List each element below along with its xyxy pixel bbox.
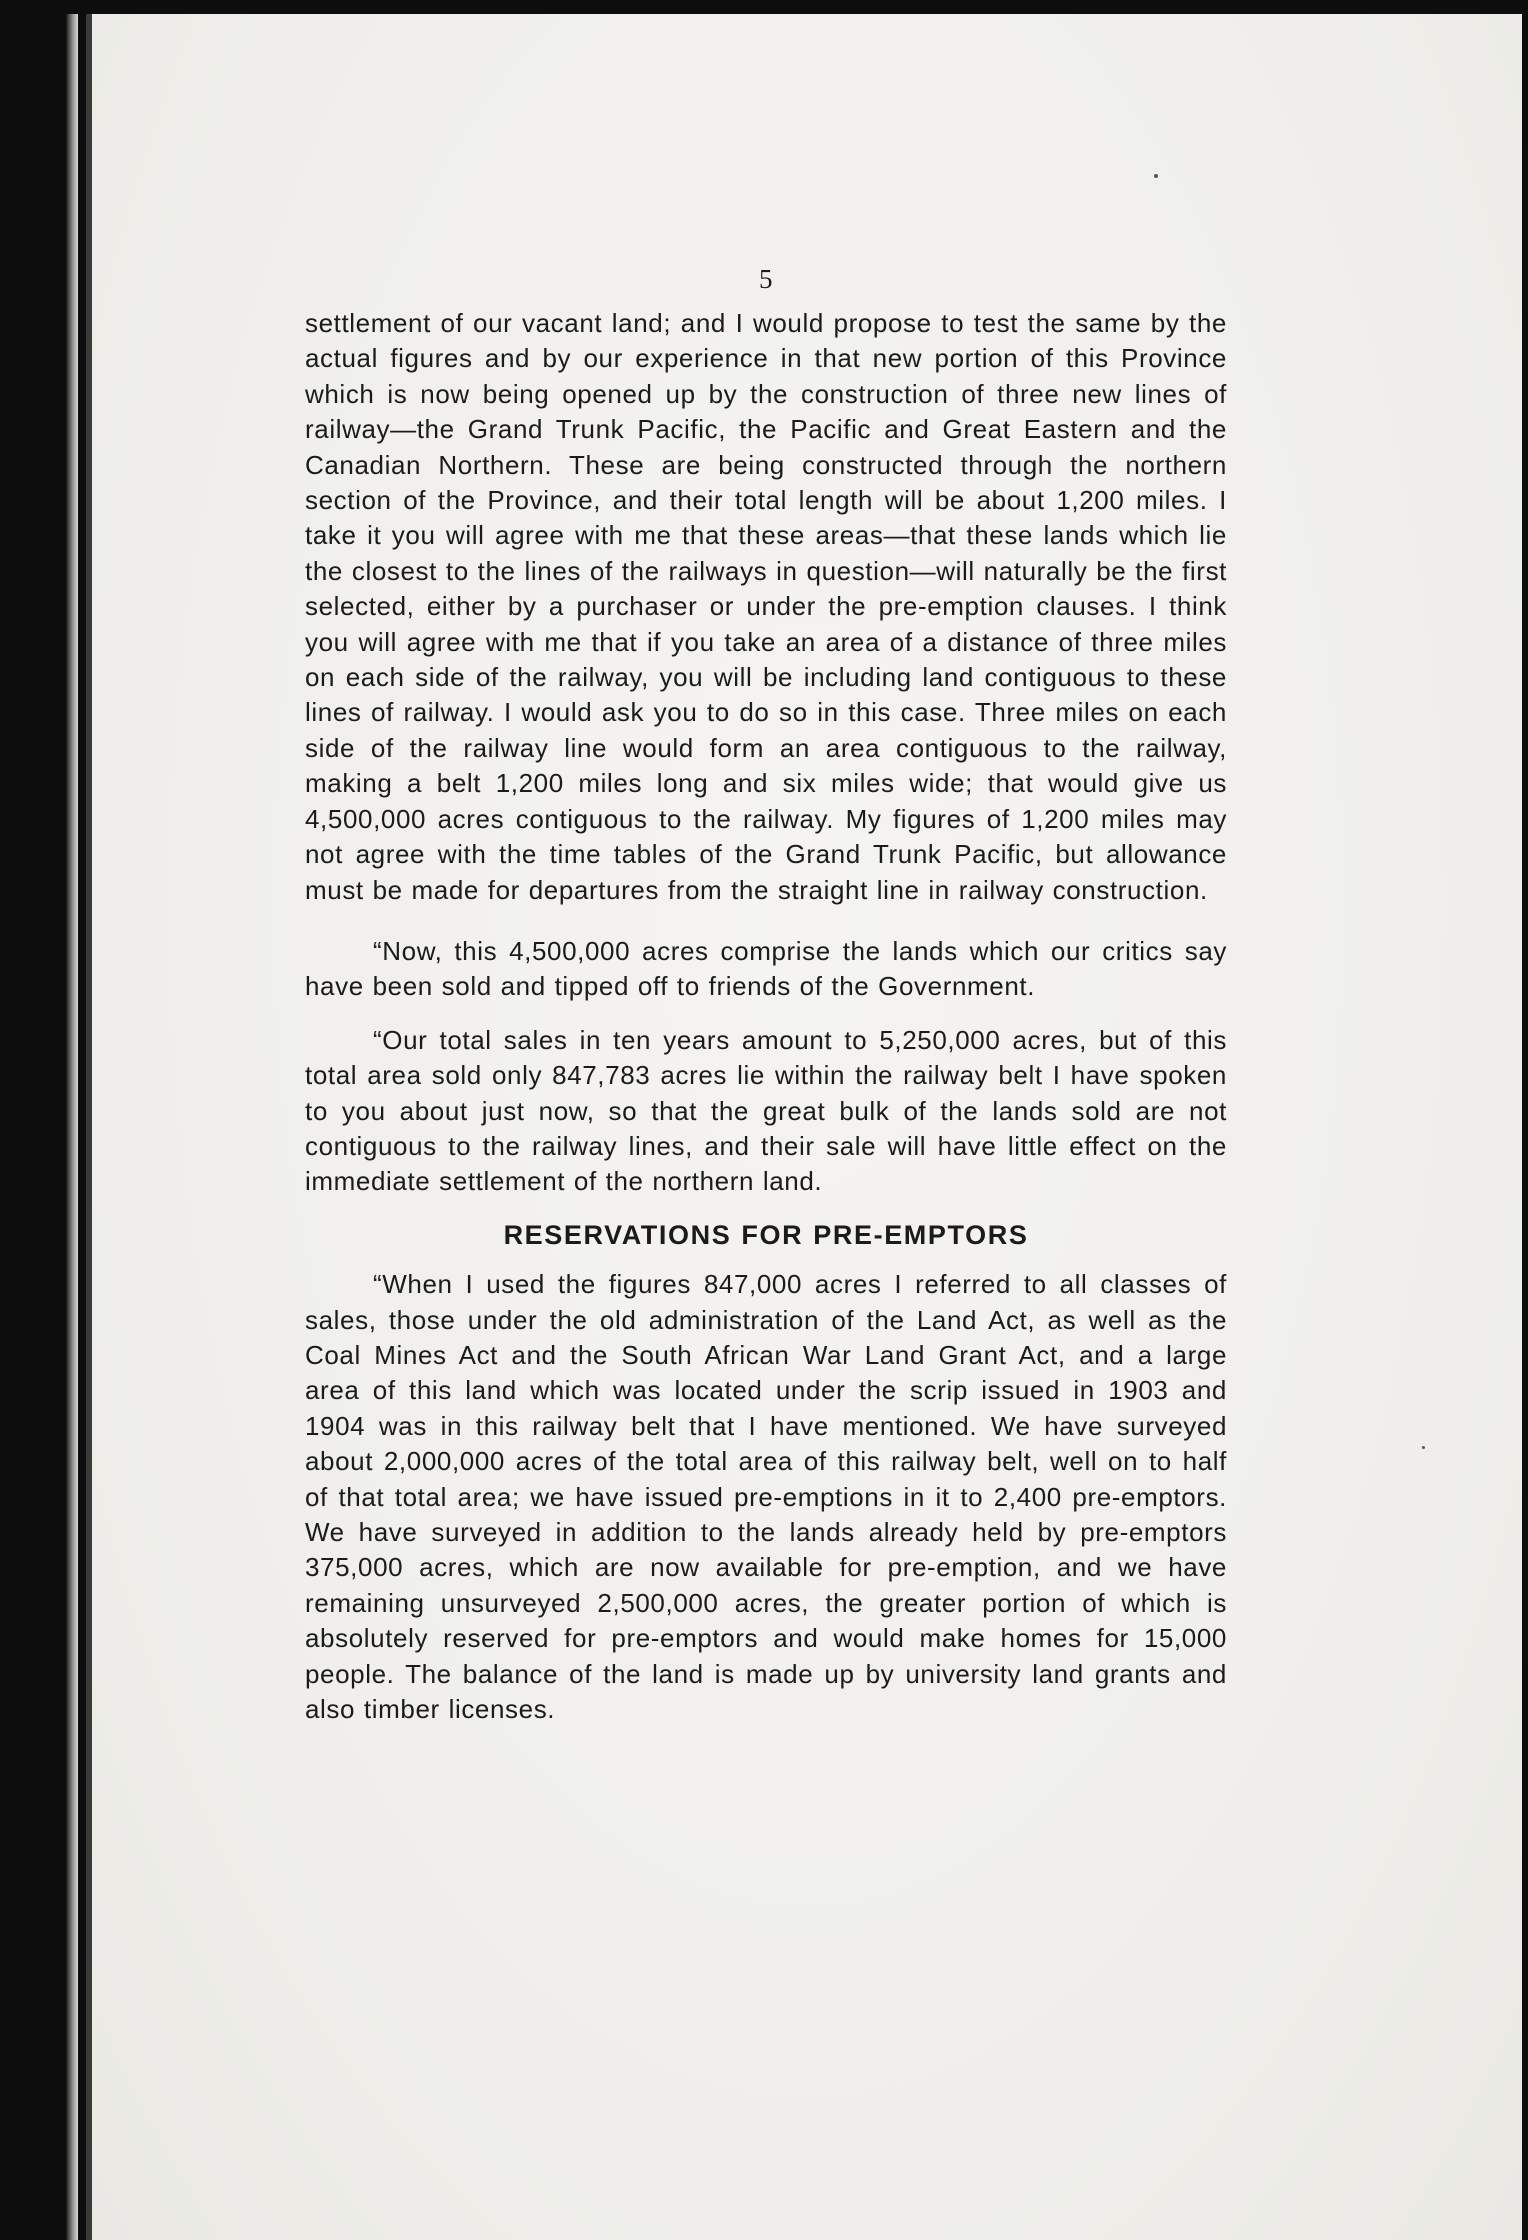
page-number: 5 [758, 264, 774, 294]
page-content [305, 262, 1227, 1745]
dust-speck [1422, 1446, 1425, 1449]
dust-speck [1154, 174, 1158, 178]
page-binding-edge [66, 14, 78, 2240]
body-paragraph: “Our total sales in ten years amount to 5,250,000 acres, but of this total area sold only 847,783 acres lie within the railway belt I have spoken to you about just now, so that the great bulk of the lands sold are not contiguous to the railway lines, and their sale will have little effect on the immediate settlement of the northern land. [305, 1024, 1227, 1197]
section-heading: RESERVATIONS FOR PRE-EMPTORS [503, 1219, 1029, 1250]
body-paragraph: settlement of our vacant land; and I would propose to test the same by the actual figures and by our experience in that new portion of this Province which is now being opened up by the construction of three new lines of railway—the Grand Trunk Pacific, the Pacific and Great Eastern and the Canadian Northern. These are being constructed through the northern section of the Province, and their total length will be about 1,200 miles. I take it you will agree with me that these areas—that these lands which lie the closest to the lines of the railways in question—will naturally be the first selected, either by a purchaser or under the pre-emption clauses. I think you will agree with me that if you take an area of a distance of three miles on each side of the railway, you will be including land contiguous to these lines of railway. I would ask you to do so in this case. Three miles on each side of the railway line would form an area contiguous to the railway, making a belt 1,200 miles long and six miles wide; that would give us 4,500,000 acres contiguous to the railway. My figures of 1,200 miles may not agree with the time tables of the Grand Trunk Pacific, but allowance must be made for departures from the straight line in railway construction. [305, 308, 1227, 905]
body-paragraph: “When I used the figures 847,000 acres I referred to all classes of sales, those under the old administration of the Land Act, as well as the Coal Mines Act and the South African War Land Grant Act, and a large area of this land which was located under the scrip issued in 1903 and 1904 was in this railway belt that I have mentioned. We have surveyed about 2,000,000 acres of the total area of this railway belt, well on to half of that total area; we have issued pre-emptions in it to 2,400 pre-emptors. We have surveyed in addition to the lands already held by pre-emptors 375,000 acres, which are now available for pre-emption, and we have remaining unsurveyed 2,500,000 acres, the greater portion of which is absolutely reserved for pre-emptors and would make homes for 15,000 people. The balance of the land is made up by university land grants and also timber licenses. [305, 1269, 1227, 1725]
body-paragraph: “Now, this 4,500,000 acres comprise the lands which our critics say have been sold and tipped off to friends of the Government. [305, 935, 1227, 1002]
